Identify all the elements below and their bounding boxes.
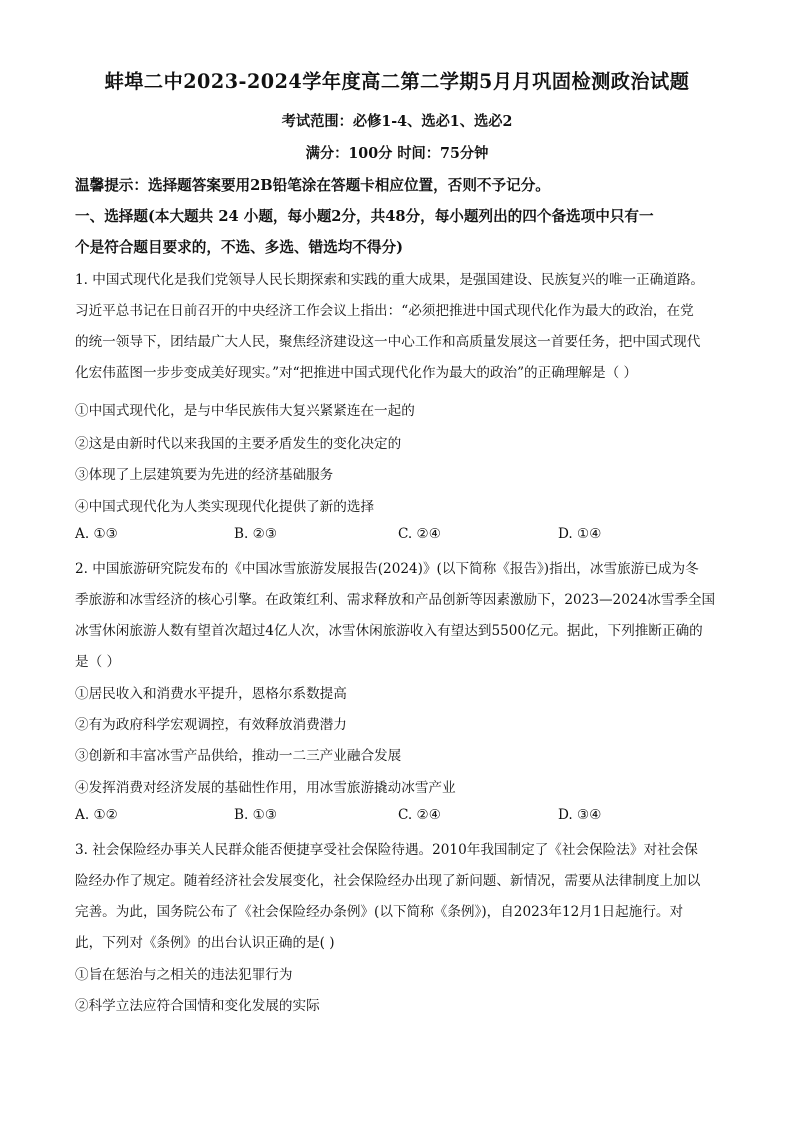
q1-option-a[interactable]: A. ①③ (75, 526, 118, 542)
q3-stem-line-3: 完善。为此，国务院公布了《社会保险经办条例》(以下简称《条例》)，自2023年12月1日起施行。对 (75, 904, 684, 920)
q1-stem-line-4: 化宏伟蓝图一步步变成美好现实。”对“把推进中国式现代化作为最大的政治”的正确理解是（ ） (75, 365, 638, 381)
q1-stem-line-1: 1. 中国式现代化是我们党领导人民长期探索和实践的重大成果，是强国建设、民族复兴的唯一正确道路。 (75, 272, 705, 288)
q3-stem-line-1: 3. 社会保险经办事关人民群众能否便捷享受社会保险待遇。2010年我国制定了《社会保险法》对社会保 (75, 842, 698, 858)
section-heading-line-1: 一、选择题(本大题共 24 小题，每小题2分，共48分，每小题列出的四个备选项中只有一 (75, 208, 654, 225)
q2-item-3: ③创新和丰富冰雪产品供给，推动一二三产业融合发展 (75, 748, 402, 764)
exam-scope: 考试范围：必修1-4、选必1、选必2 (281, 113, 513, 130)
q2-option-c[interactable]: C. ②④ (398, 807, 441, 823)
q2-option-b[interactable]: B. ①③ (234, 807, 278, 823)
q1-option-d[interactable]: D. ①④ (558, 526, 602, 542)
score-and-time: 满分：100分 时间：75分钟 (305, 145, 489, 162)
q1-item-4: ④中国式现代化为人类实现现代化提供了新的选择 (75, 499, 375, 515)
exam-title: 蚌埠二中2023-2024学年度高二第二学期5月月巩固检测政治试题 (104, 70, 690, 93)
q3-item-1: ①旨在惩治与之相关的违法犯罪行为 (75, 967, 293, 983)
q1-option-c[interactable]: C. ②④ (398, 526, 441, 542)
q2-item-1: ①居民收入和消费水平提升，恩格尔系数提高 (75, 686, 347, 702)
q2-item-4: ④发挥消费对经济发展的基础性作用，用冰雪旅游撬动冰雪产业 (75, 780, 456, 796)
q3-stem-line-2: 险经办作了规定。随着经济社会发展变化，社会保险经办出现了新问题、新情况，需要从法律制度上加以 (75, 873, 701, 889)
q2-stem-line-1: 2. 中国旅游研究院发布的《中国冰雪旅游发展报告(2024)》(以下简称《报告》)指出，冰雪旅游已成为冬 (75, 561, 699, 577)
q1-option-b[interactable]: B. ②③ (234, 526, 278, 542)
q2-item-2: ②有为政府科学宏观调控，有效释放消费潜力 (75, 717, 347, 733)
q2-option-a[interactable]: A. ①② (75, 807, 118, 823)
reminder: 温馨提示：选择题答案要用2B铅笔涂在答题卡相应位置，否则不予记分。 (75, 177, 550, 194)
q1-item-2: ②这是由新时代以来我国的主要矛盾发生的变化决定的 (75, 436, 402, 452)
q2-stem-line-4: 是（ ） (75, 654, 121, 670)
q1-stem-line-3: 的统一领导下，团结最广大人民，聚焦经济建设这一中心工作和高质量发展这一首要任务，把中国式现代 (75, 334, 701, 350)
q3-stem-line-4: 此，下列对《条例》的出台认识正确的是( ) (75, 935, 335, 951)
q2-option-d[interactable]: D. ③④ (558, 807, 602, 823)
q1-item-3: ③体现了上层建筑要为先进的经济基础服务 (75, 467, 334, 483)
q2-stem-line-2: 季旅游和冰雪经济的核心引擎。在政策红利、需求释放和产品创新等因素激励下，2023—2024冰雪季全国 (75, 592, 716, 608)
q3-item-2: ②科学立法应符合国情和变化发展的实际 (75, 998, 320, 1014)
q1-stem-line-2: 习近平总书记在日前召开的中央经济工作会议上指出：“必须把推进中国式现代化作为最大的政治，在党 (75, 303, 694, 319)
section-heading-line-2: 个是符合题目要求的，不选、多选、错选均不得分) (75, 239, 403, 256)
q1-item-1: ①中国式现代化，是与中华民族伟大复兴紧紧连在一起的 (75, 403, 415, 419)
q2-stem-line-3: 冰雪休闲旅游人数有望首次超过4亿人次，冰雪休闲旅游收入有望达到5500亿元。据此，下列推断正确的 (75, 623, 703, 639)
